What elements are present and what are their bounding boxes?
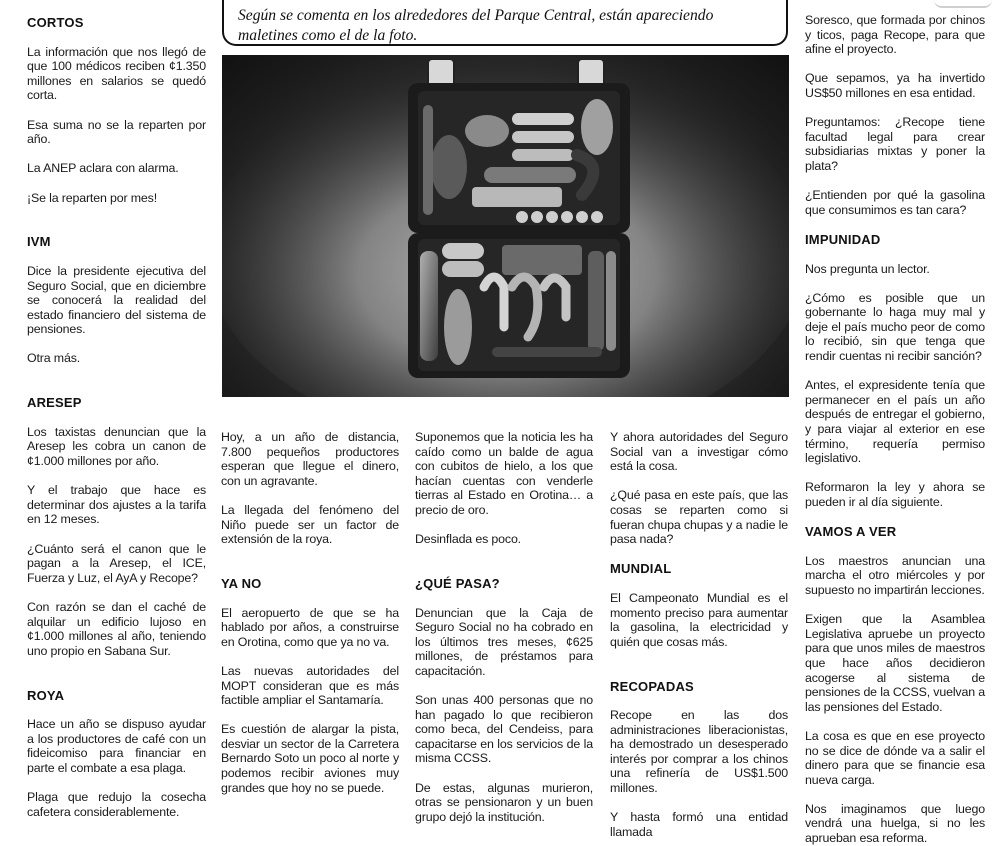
paragraph: Las nuevas autoridades del MOPT consideran que es más factible ampliar el Santamaría. [221,663,399,708]
paragraph: De estas, algunas murieron, otras se pensionaron y un buen grupo dejó la institución. [415,780,593,824]
column-2 [221,430,399,795]
paragraph: La llegada del fenómeno del Niño puede ser un factor de extensión de la roya. [221,502,399,547]
paragraph: Suponemos que la noticia les ha caído como un balde de agua con cubitos de hielo, a los que hacían cuentas con venderle tierras al Estado en Orotina… a precio de oro. [415,430,593,517]
paragraph: Antes, el expresidente tenía que permanecer en el país un año después de entregar el gobierno, y para viajar al exterior en ese término, requería permiso legislativo. [805,378,985,466]
paragraph: Los maestros anuncian una marcha el otro miércoles y por supuesto no impartirán lecciones. [805,553,985,597]
column-1 [27,15,206,819]
paragraph: Preguntamos: ¿Recope tiene facultad legal para crear subsidiarias mixtas y poner la plata? [805,115,985,173]
paragraph: La información que nos llegó de que 100 médicos reciben ¢1.350 millones en salarios se quedó corta. [27,44,206,103]
photo-caption: Según se comenta en los alrededores del Parque Central, están apareciendo maletines como el de la foto. [222,0,788,46]
paragraph: Otra más. [27,351,81,366]
heading-que-pasa: ¿QUÉ PASA? [415,575,500,591]
heading-aresep: ARESEP [27,395,82,411]
heading-ya-no: YA NO [221,575,262,591]
paragraph: Nos pregunta un lector. [805,261,930,276]
heading-impunidad: IMPUNIDAD [805,231,881,247]
paragraph: Es cuestión de alargar la pista, desviar un sector de la Carretera Bernardo Soto un poco al norte y podemos recibir aviones muy grandes que hoy no se puede. [221,722,399,795]
heading-vamos-a-ver: VAMOS A VER [805,524,897,540]
paragraph: ¡Se la reparten por mes! [27,190,158,205]
column-3 [415,430,593,824]
column-5 [805,13,985,846]
photo-briefcase [222,55,789,397]
paragraph: Los taxistas denuncian que la Aresep les cobra un canon de ¢1.000 millones por año. [27,424,206,469]
paragraph: Plaga que redujo la cosecha cafetera considerablemente. [27,790,206,819]
paragraph: ¿Cómo es posible que un gobernante lo haga muy mal y deje el país mucho peor de como lo recibió, sin que tenga que rendir cuentas ni recibir sanción? [805,290,985,364]
paragraph: Soresco, que formada por chinos y ticos, paga Recope, para que afine el proyecto. [805,13,985,57]
paragraph: ¿Entienden por qué la gasolina que consumimos es tan cara? [805,188,985,217]
heading-roya: ROYA [27,687,65,703]
paragraph: Y el trabajo que hace es determinar dos ajustes a la tarifa en 12 meses. [27,483,206,527]
paragraph: Nos imaginamos que luego vendrá una huelga, si no les aprueban esa reforma. [805,801,985,846]
heading-recopadas: RECOPADAS [610,678,694,694]
paragraph: Hace un año se dispuso ayudar a los productores de café con un fideicomiso para financiar en parte el combate a esa plaga. [27,717,206,775]
column-4 [610,430,788,839]
paragraph: La ANEP aclara con alarma. [27,161,179,176]
paragraph: Denuncian que la Caja de Seguro Social no ha cobrado en los últimos tres meses, ¢625 millones, de préstamos para capacitación. [415,605,593,678]
paragraph: El aeropuerto de que se ha hablado por años, a construirse en Orotina, como que ya no va. [221,605,399,649]
heading-cortos: CORTOS [27,15,84,30]
paragraph: El Campeonato Mundial es el momento preciso para aumentar la gasolina, la electricidad y quién que cosas más. [610,590,788,649]
paragraph: Exigen que la Asamblea Legislativa apruebe un proyecto para que unos miles de maestros que hace años decidieron acogerse al sistema de pensiones de la CCSS, vuelvan a las pensiones del Estado. [805,612,985,714]
page-corner-mark [934,0,992,8]
paragraph: Reformaron la ley y ahora se pueden ir al día siguiente. [805,480,985,509]
paragraph: ¿Cuánto será el canon que le pagan a la Aresep, el ICE, Fuerza y Luz, el AyA y Recope? [27,541,206,585]
paragraph: Dice la presidente ejecutiva del Seguro Social, que en diciembre se conocerá la realidad del estado financiero del sistema de pensiones. [27,263,206,337]
paragraph: Desinflada es poco. [415,532,521,547]
paragraph: Y ahora autoridades del Seguro Social van a investigar cómo está la cosa. [610,430,788,474]
briefcase-illustration [222,55,789,397]
paragraph: ¿Qué pasa en este país, que las cosas se reparten como si fueran chupa chupas y a nadie le pasa nada? [610,488,788,547]
paragraph: Que sepamos, ya ha invertido US$50 millones en esa entidad. [805,71,985,100]
paragraph: Son unas 400 personas que no han pagado lo que recibieron como beca, del Cendeiss, para capacitarse en los servicios de la misma CCSS. [415,693,593,766]
heading-mundial: MUNDIAL [610,561,672,577]
paragraph: Recope en las dos administraciones liberacionistas, ha demostrado un desesperado interés por comprar a los chinos una refinería de US$1.500 millones. [610,708,788,796]
paragraph: Hoy, a un año de distancia, 7.800 pequeños productores esperan que llegue el dinero, con un agravante. [221,430,399,488]
paragraph: Y hasta formó una entidad llamada [610,810,788,839]
paragraph: Con razón se dan el caché de alquilar un edificio lujoso en ¢1.000 millones al año, teniendo uno propio en Sabana Sur. [27,599,206,658]
paragraph: La cosa es que en ese proyecto no se dice de dónde va a salir el dinero para que se financie esa nueva carga. [805,728,985,787]
paragraph: Esa suma no se la reparten por año. [27,117,206,147]
heading-ivm: IVM [27,234,51,250]
